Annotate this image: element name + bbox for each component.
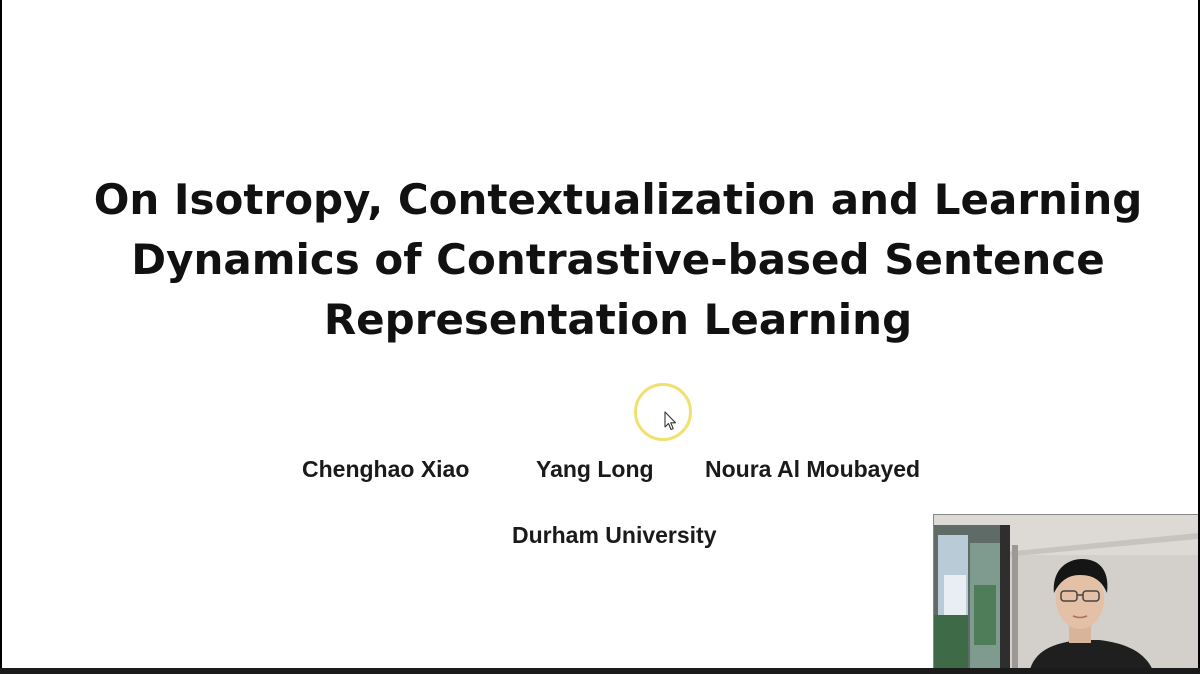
slide-title: [2, 170, 1198, 350]
mouse-pointer-icon: [664, 411, 678, 431]
screen-bottom-edge: [0, 668, 1200, 674]
cursor-highlight-ring: [634, 383, 692, 441]
title-line-3: Representation Learning: [323, 295, 913, 344]
author-name: Noura Al Moubayed: [705, 456, 921, 482]
author-name: Chenghao Xiao: [302, 456, 470, 482]
title-line-1: On Isotropy, Contextualization and Learning: [93, 175, 1143, 224]
webcam-overlay: [933, 514, 1198, 673]
title-line-2: Dynamics of Contrastive-based Sentence: [131, 235, 1105, 284]
affiliation: Durham University: [512, 522, 717, 548]
author-name: Yang Long: [536, 456, 654, 482]
